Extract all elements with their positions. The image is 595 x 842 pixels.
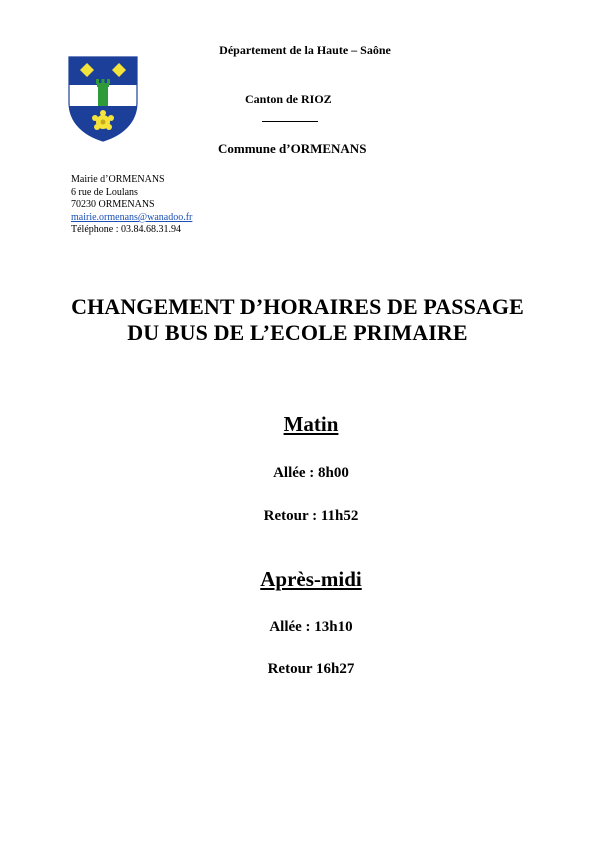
address-street: 6 rue de Loulans <box>71 186 138 198</box>
address-phone: Téléphone : 03.84.68.31.94 <box>71 224 181 236</box>
coat-of-arms-icon <box>68 56 138 142</box>
morning-return-time: Retour : 11h52 <box>263 508 359 524</box>
canton-label: Canton de RIOZ <box>245 92 332 106</box>
address-block <box>71 174 192 237</box>
departement-heading: Département de la Haute – Saône <box>219 43 391 57</box>
separator-line <box>262 121 318 122</box>
email-link[interactable]: mairie.ormenans@wanadoo.fr <box>71 211 193 223</box>
morning-heading: Matin <box>283 412 339 436</box>
title-line-2: DU BUS DE L’ECOLE PRIMAIRE <box>127 320 468 345</box>
commune-label: Commune d’ORMENANS <box>218 141 367 156</box>
address-city: 70230 ORMENANS <box>71 199 155 211</box>
afternoon-heading: Après-midi <box>260 567 362 591</box>
morning-outbound-time: Allée : 8h00 <box>273 465 349 481</box>
afternoon-return-time: Retour 16h27 <box>267 661 355 677</box>
title-line-1: CHANGEMENT D’HORAIRES DE PASSAGE <box>71 294 524 319</box>
page-title <box>0 294 595 346</box>
afternoon-outbound-time: Allée : 13h10 <box>269 619 353 635</box>
address-name: Mairie d’ORMENANS <box>71 174 165 185</box>
